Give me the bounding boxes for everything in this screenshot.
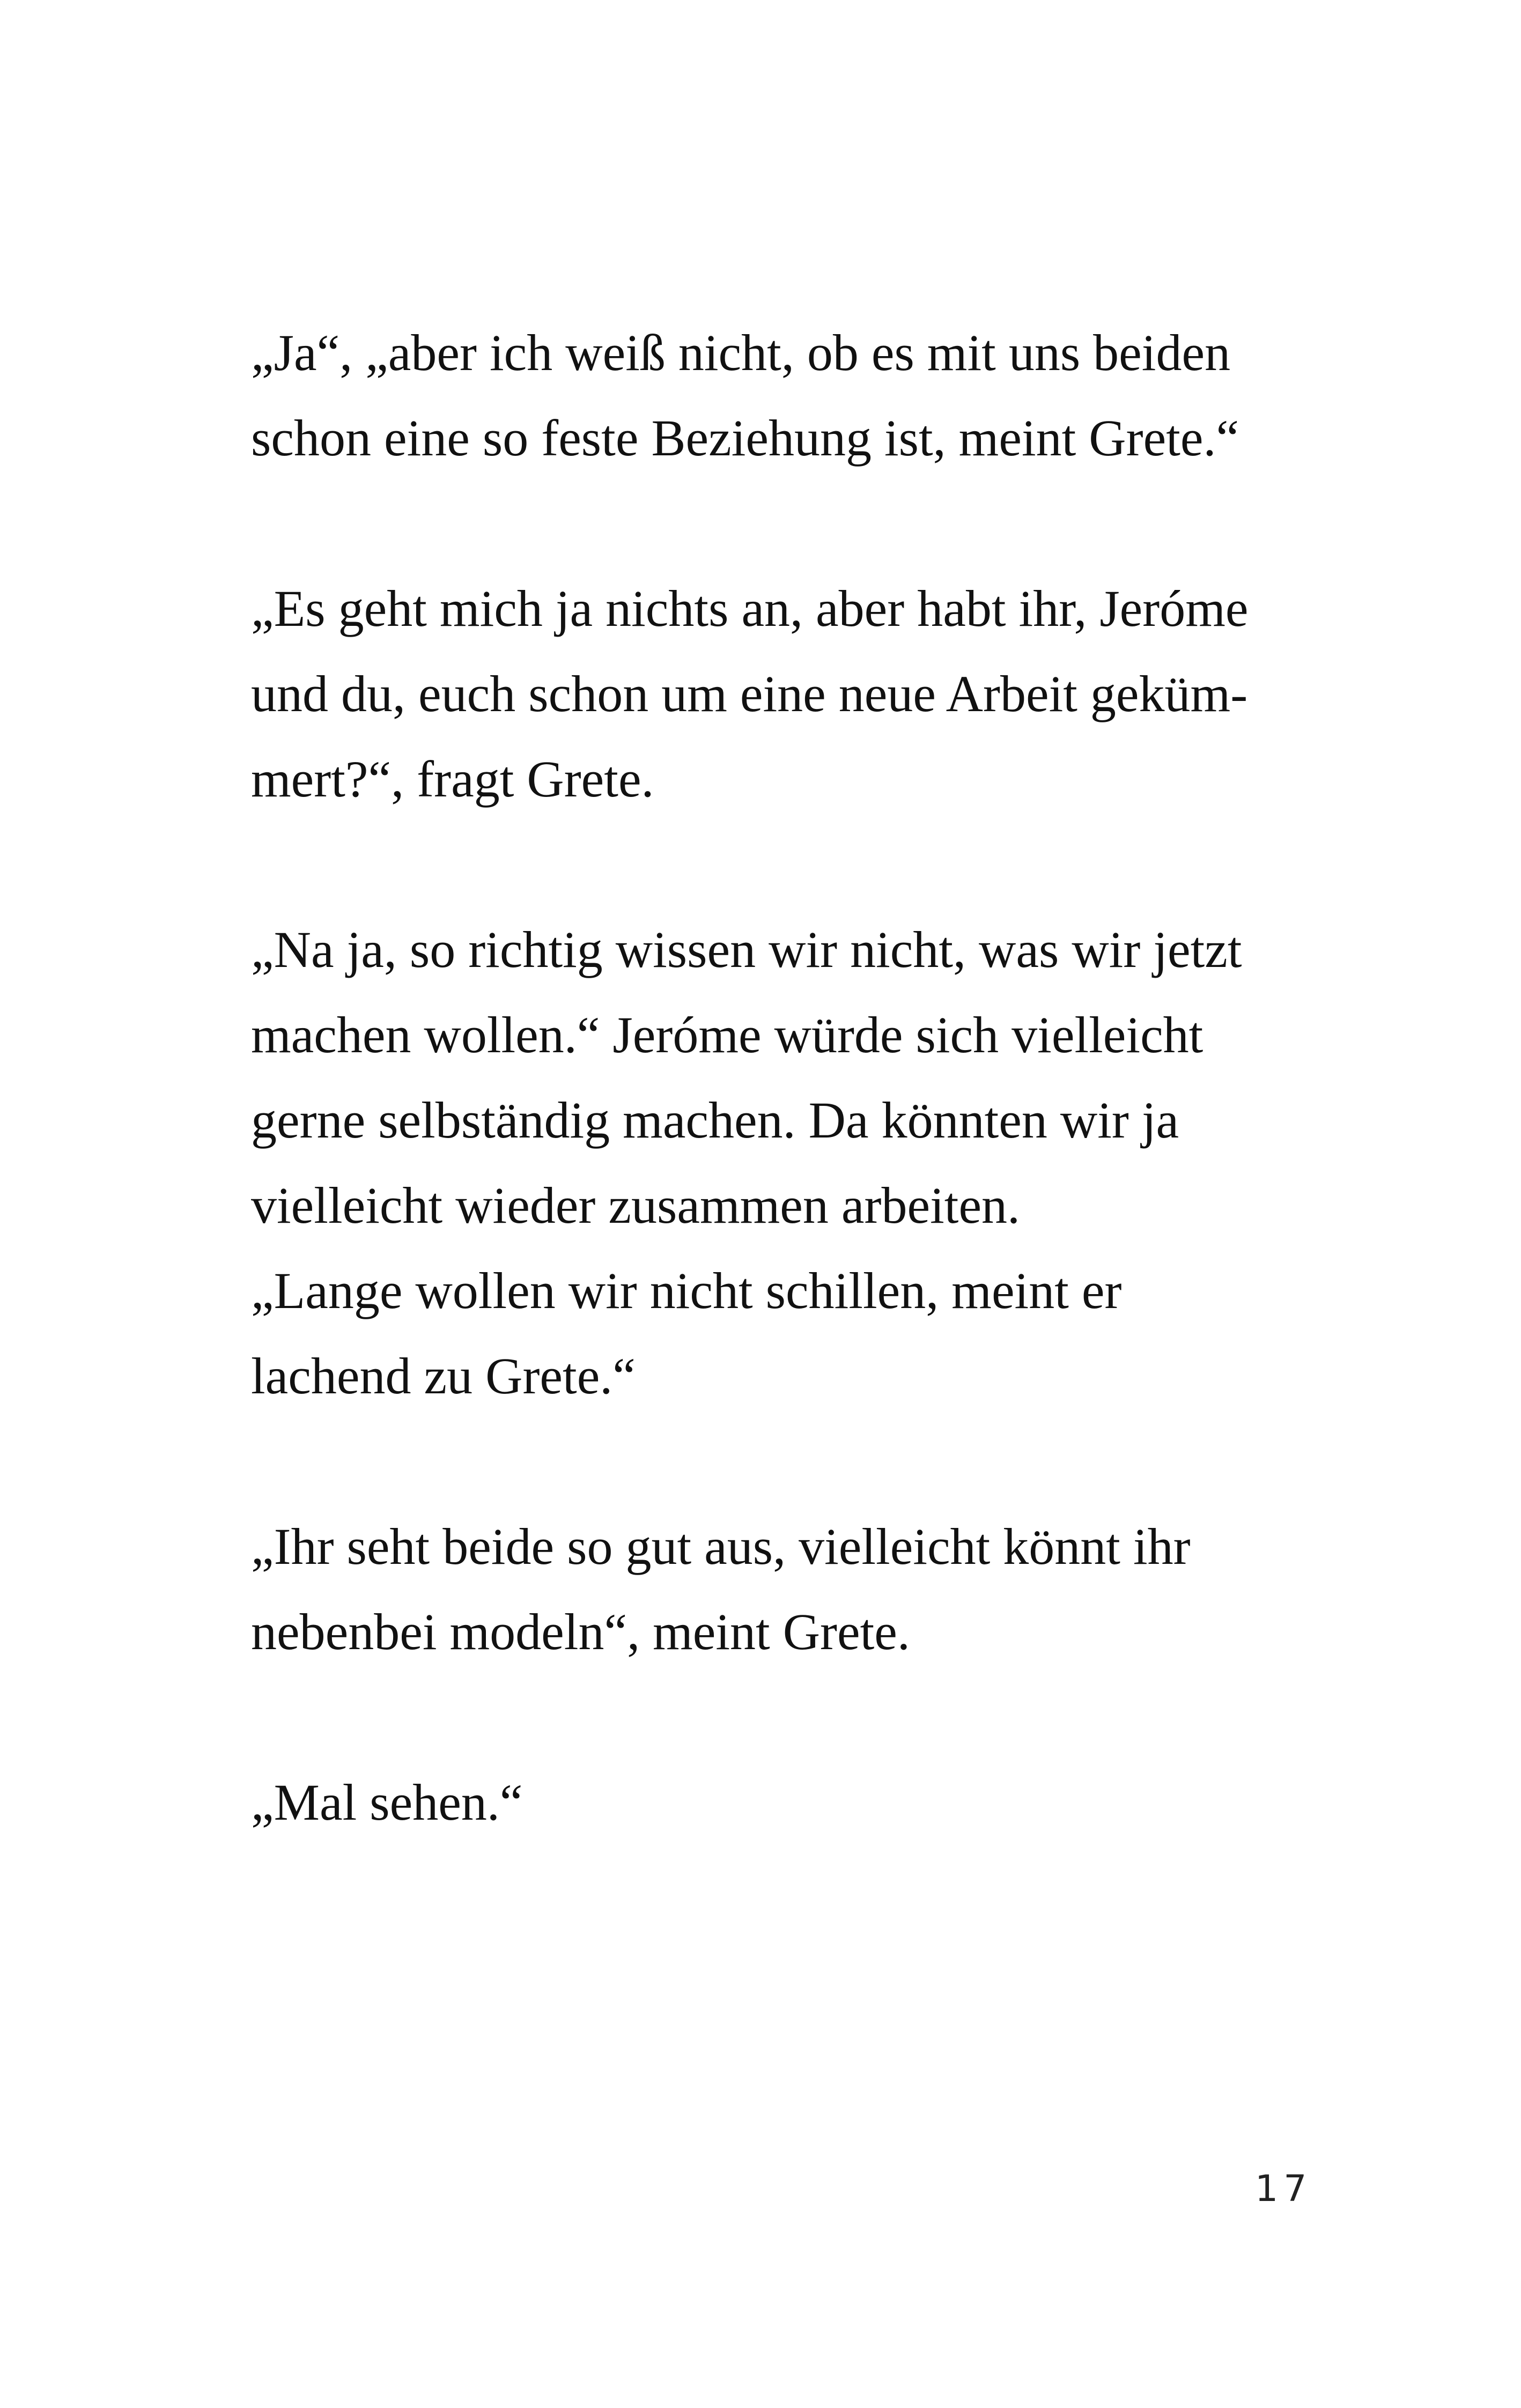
- text-line: „Lange wollen wir nicht schillen, meint er: [251, 1262, 1122, 1319]
- paragraph-gap: [251, 1419, 1313, 1504]
- paragraph: [251, 1760, 1313, 1845]
- paragraph-gap: [251, 481, 1313, 566]
- text-line: machen wollen.“ Jeróme würde sich vielleicht: [251, 1006, 1203, 1063]
- text-line: mert?“, fragt Grete.: [251, 750, 654, 808]
- paragraph: [251, 310, 1313, 481]
- text-line: vielleicht wieder zusammen arbeiten.: [251, 1177, 1021, 1234]
- text-line: „Ihr seht beide so gut aus, vielleicht könnt ihr: [251, 1518, 1191, 1575]
- text-line: schon eine so feste Beziehung ist, meint Grete.“: [251, 409, 1239, 467]
- text-line: „Es geht mich ja nichts an, aber habt ihr, Jeróme: [251, 580, 1249, 637]
- body-text: [251, 310, 1313, 1845]
- text-line: nebenbei modeln“, meint Grete.: [251, 1603, 910, 1660]
- text-line: gerne selbständig machen. Da könnten wir ja: [251, 1091, 1179, 1149]
- paragraph-gap: [251, 822, 1313, 907]
- text-line: lachend zu Grete.“: [251, 1347, 636, 1405]
- text-line: „Na ja, so richtig wissen wir nicht, was wir jetzt: [251, 921, 1242, 978]
- paragraph: [251, 566, 1313, 822]
- text-line: und du, euch schon um eine neue Arbeit geküm-: [251, 665, 1248, 722]
- paragraph: [251, 907, 1313, 1419]
- paragraph: [251, 1504, 1313, 1674]
- page-number: 17: [1255, 2168, 1312, 2210]
- text-line: „Ja“, „aber ich weiß nicht, ob es mit uns beiden: [251, 324, 1231, 381]
- paragraph-gap: [251, 1674, 1313, 1760]
- text-line: „Mal sehen.“: [251, 1774, 523, 1831]
